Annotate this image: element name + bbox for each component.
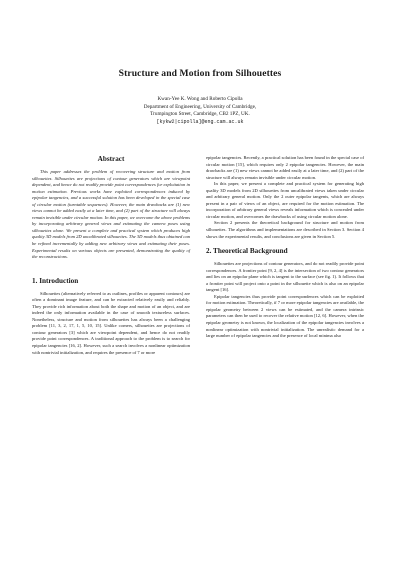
author-block	[0, 96, 400, 126]
paper-title: Structure and Motion from Silhouettes	[118, 68, 282, 79]
paragraph-sections: Section 2 presents the theoretical background for structure and motion from silhouettes. The algorithms and implementations are described in Section 3. Section 4 shows the experimental results, and conclusions are given in Section 5.	[206, 220, 364, 239]
paragraph-epipolar-tangencies: Epipolar tangencies thus provide point correspondences which can be exploited for motion estimation. Theoretically, if 7 or more epipolar tangencies are available, the epipolar geometry between 2 views can be estimated, and the camera intrinsic parameters can then be used to recover the relative motion [12, 6]. However, when the epipolar geometry is not known, the localization of the epipolar tangencies involves a nonlinear optimization with nontrivial initialization. The unrealistic demand for a large number of epipolar tangencies and the presence of local minima also	[206, 293, 364, 339]
abstract-heading: Abstract	[97, 155, 125, 163]
section-1-paragraph: Silhouettes (alternatively referred to as outlines, profiles or apparent contours) are often a dominant image feature, and can be extracted relatively easily and reliably. They provide rich information about both the shape and motion of an object, and are indeed the only information available in the case of smooth textureless surfaces. Nonetheless, structure and motion from silhouettes has always been a challenging problem [11, 3, 2, 17, 1, 5, 10, 15]. Unlike corners, silhouettes are projections of contour generators [3] which are viewpoint dependent, and hence do not readily provide point correspondences. A traditional approach to the problem is to search for epipolar tangencies [16, 2]. However, such a search involves a nonlinear optimization with nontrivial initialization, and requires the presence of 7 or more	[32, 290, 190, 355]
email: [kykw2|cipolla]@eng.cam.ac.uk	[156, 118, 244, 125]
abstract-text: This paper addresses the problem of recovering structure and motion from silhouettes. Silhouettes are projections of contour generators which are viewpoint dependent, and hence do not readily provide point correspondences for exploitation in motion estimation. Previous works have exploited correspondences induced by epipolar tangencies, and a successful solution has been developed in the special case of circular motion (turntable sequences). However, the main drawbacks are (1) new views cannot be added easily at a later time, and (2) part of the structure will always remain invisible under circular motion. In this paper, we overcome the above problems by incorporating arbitrary general views and estimating the camera poses using silhouettes alone. We present a complete and practical system which produces high quality 3D models from 2D uncalibrated silhouettes. The 3D models thus obtained can be refined incrementally by adding new arbitrary views and estimating their poses. Experimental results on various objects are presented, demonstrating the quality of the reconstructions.	[32, 169, 190, 260]
affiliation: Department of Engineering, University of Cambridge,	[143, 103, 257, 110]
paragraph-frontier-points: Silhouettes are projections of contour generators, and do not readily provide point correspondences. A frontier point [9, 2, 4] is the intersection of two contour generators and lies on an epipolar plane which is tangent to the surface (see fig. 1). It follows that a frontier point will project onto a point in the silhouette which is also on an epipolar tangent [16].	[206, 261, 364, 293]
paragraph-continued: epipolar tangencies. Recently, a practical solution has been found in the special case of circular motion [15], which requires only 2 epipolar tangencies. However, the main drawbacks are (1) new views cannot be added easily at a later time, and (2) part of the structure will always remain invisible under circular motion.	[206, 155, 364, 180]
author-names: Kwan-Yee K. Wong and Roberto Cipolla	[157, 96, 243, 102]
section-2-heading: 2. Theoretical Background	[206, 247, 288, 256]
right-column	[206, 155, 364, 340]
section-1-heading: 1. Introduction	[32, 276, 79, 285]
paragraph-system: In this paper, we present a complete and practical system for generating high quality 3D models from 2D silhouettes from uncalibrated views taken under circular and arbitrary general motion. Only the 2 outer epipolar tangents, which are always present in a pair of views of an object, are required for the motion estimation. The incorporation of arbitrary general views reveals information which is concealed under circular motion, and overcomes the drawbacks of using circular motion alone.	[206, 181, 364, 219]
left-column	[32, 155, 190, 356]
address: Trumpington Street, Cambridge, CB2 1PZ, UK.	[150, 111, 250, 118]
